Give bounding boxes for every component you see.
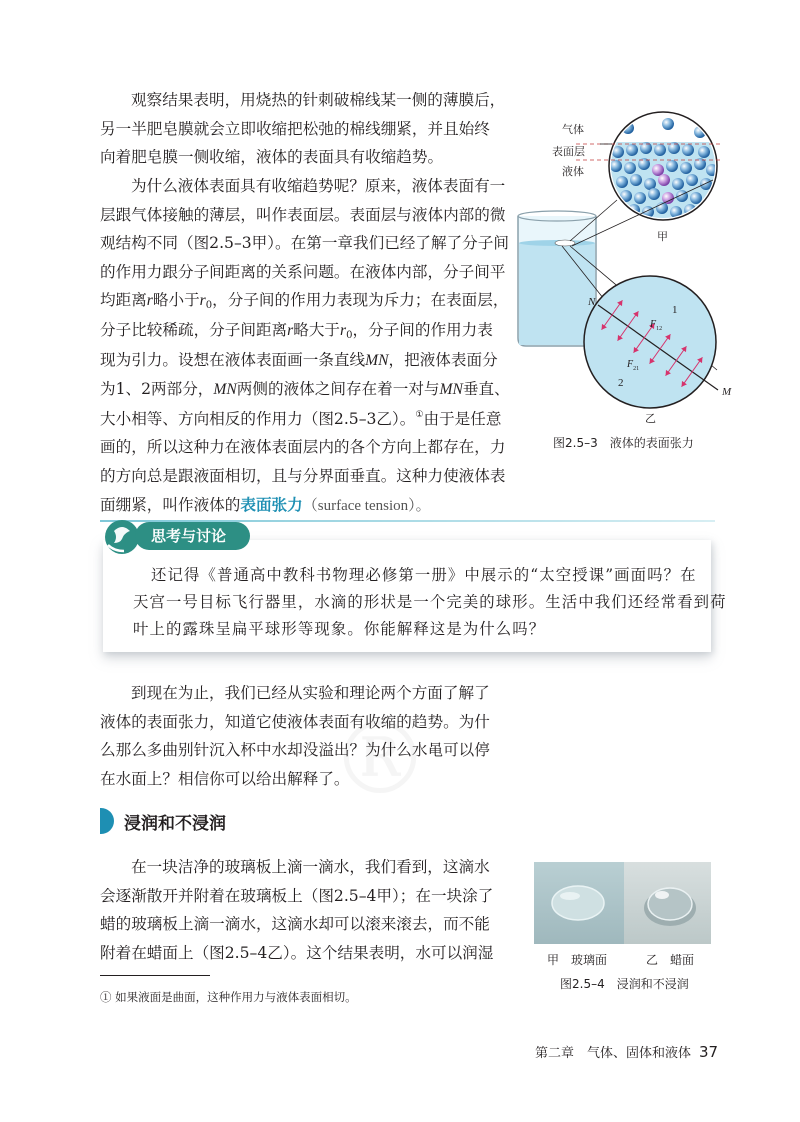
label-region-2: 2: [618, 377, 624, 389]
molecule: [624, 162, 636, 174]
molecule: [680, 162, 692, 174]
molecule: [634, 192, 646, 204]
text-line: 层跟气体接触的薄层，叫作表面层。表面层与液体内部的微: [100, 205, 506, 224]
label-gas: 气体: [562, 123, 584, 136]
molecule: [676, 190, 688, 202]
section-heading: [100, 808, 226, 834]
paragraph-3: [100, 679, 490, 793]
text-line: 到现在为止，我们已经从实验和理论两个方面了解了: [131, 684, 490, 702]
text-line: 向着肥皂膜一侧收缩，液体的表面具有收缩趋势。: [100, 148, 444, 167]
label-f12: $F_{12}$: [650, 319, 663, 332]
molecular-view-circle: [576, 112, 725, 222]
molecule: [686, 174, 698, 186]
figure-caption: 图2.5–4 浸润和不浸润: [560, 977, 689, 991]
term-surface-tension: 表面张力: [240, 495, 303, 514]
molecule: [616, 176, 628, 188]
text-line: 液体的表面张力，知道它使液体表面有收缩的趋势。为什: [100, 712, 490, 731]
text-line: 附着在蜡面上（图2.5–4乙）。这个结果表明，水可以润湿: [100, 943, 494, 962]
text-line: 在一块洁净的玻璃板上滴一滴水，我们看到，这滴水: [131, 858, 490, 876]
text-line: 均距离r略小于$r_0$，分子间的作用力表现为斥力；在表面层，: [100, 291, 509, 312]
page-footer: [535, 1042, 718, 1061]
paragraph-1: [100, 86, 505, 172]
text-line: 么那么多曲别针沉入杯中水却没溢出？为什么水黾可以停: [100, 741, 490, 760]
molecule: [652, 164, 664, 176]
molecule: [690, 192, 702, 204]
text-line: 为什么液体表面具有收缩趋势呢？原来，液体表面有一: [131, 177, 506, 195]
water-drop-bead: [624, 862, 711, 944]
molecule: [630, 174, 642, 186]
molecule: [610, 160, 622, 172]
footnote-marker: ①: [415, 409, 424, 420]
footnote: ① 如果液面是曲面，这种作用力与液体表面相切。: [100, 990, 357, 1004]
text-line: 会逐渐散开并附着在玻璃板上（图2.5–4甲）；在一块涂了: [100, 886, 494, 905]
water-drop-spread: [534, 862, 624, 944]
label-yi: 乙: [645, 412, 656, 425]
photo-wax-surface: [624, 862, 711, 944]
text-line: 画的，所以这种力在液体表面层内的各个方向上都存在，力: [100, 438, 506, 457]
think-discuss-title: 思考与讨论: [135, 522, 250, 550]
text-line: 天宫一号目标飞行器里，水滴的形状是一个完美的球形。生活中我们还经常看到荷: [133, 593, 727, 611]
molecule: [662, 192, 674, 204]
text-line: 蜡的玻璃板上滴一滴水，这滴水却可以滚来滚去，而不能: [100, 915, 490, 934]
text-line: 在水面上？相信你可以给出解释了。: [100, 769, 350, 788]
section-title: 浸润和不浸润: [124, 813, 226, 834]
figure-caption: 图2.5–3 液体的表面张力: [553, 436, 694, 450]
molecule: [698, 146, 710, 158]
molecule: [672, 178, 684, 190]
text-line: 的方向总是跟液面相切，且与分界面垂直。这种力使液体表: [100, 466, 506, 485]
photo-glass-surface: [534, 862, 624, 944]
surface-force-circle: [584, 276, 718, 408]
figure-surface-tension: [510, 100, 740, 440]
photo-label-glass: 甲 玻璃面: [547, 953, 608, 967]
page-number: 37: [699, 1043, 719, 1061]
text-line: 分子比较稀疏，分子间距离r略大于$r_0$，分子间的作用力表: [100, 320, 493, 341]
molecule: [648, 188, 660, 200]
label-surface-layer: 表面层: [552, 145, 585, 158]
label-f21: $F_{21}$: [627, 359, 640, 372]
text-line: 另一半肥皂膜就会立即收缩把松弛的棉线绷紧，并且始终: [100, 119, 490, 138]
molecule: [626, 144, 638, 156]
molecule: [654, 144, 666, 156]
label-jia: 甲: [657, 230, 668, 243]
molecule: [662, 118, 674, 130]
molecule: [658, 174, 670, 186]
text-line: 的作用力跟分子间距离的关系问题。在液体内部，分子间平: [100, 262, 506, 281]
text-line: 为1、2两部分，MN两侧的液体之间存在着一对与MN垂直、: [100, 380, 510, 399]
publisher-watermark: ®: [330, 700, 430, 817]
paragraph-2: [100, 172, 510, 520]
paragraph-4: [100, 853, 493, 967]
text-line: 观结构不同（图2.5–3甲）。在第一章我们已经了解了分子间: [100, 234, 509, 253]
footnote-divider: [100, 975, 210, 976]
molecule: [666, 160, 678, 172]
label-region-1: 1: [672, 304, 678, 316]
section-marker-icon: [100, 808, 114, 834]
text-line: 观察结果表明，用烧热的针刺破棉线某一侧的薄膜后，: [131, 91, 506, 109]
text-line: 面绷紧，叫作液体的表面张力（surface tension）。: [100, 495, 431, 514]
beaker: [518, 211, 596, 346]
molecule: [682, 144, 694, 156]
label-M: M: [722, 386, 732, 398]
chapter-title: 第二章 气体、固体和液体: [535, 1046, 692, 1061]
think-discuss-box: [103, 540, 727, 652]
text-line: 还记得《普通高中教科书物理必修第一册》中展示的“太空授课”画面吗？在: [151, 566, 697, 584]
text-line: 现为引力。设想在液体表面画一条直线MN，把液体表面分: [100, 350, 498, 369]
text-line: 大小相等、方向相反的作用力（图2.5–3乙）。①由于是任意: [100, 409, 502, 428]
text-line: 叶上的露珠呈扁平球形等现象。你能解释这是为什么吗？: [133, 620, 546, 638]
label-liquid: 液体: [562, 165, 584, 178]
photo-label-wax: 乙 蜡面: [646, 953, 695, 967]
label-N: N: [588, 296, 596, 308]
think-discuss-text: [133, 562, 727, 643]
